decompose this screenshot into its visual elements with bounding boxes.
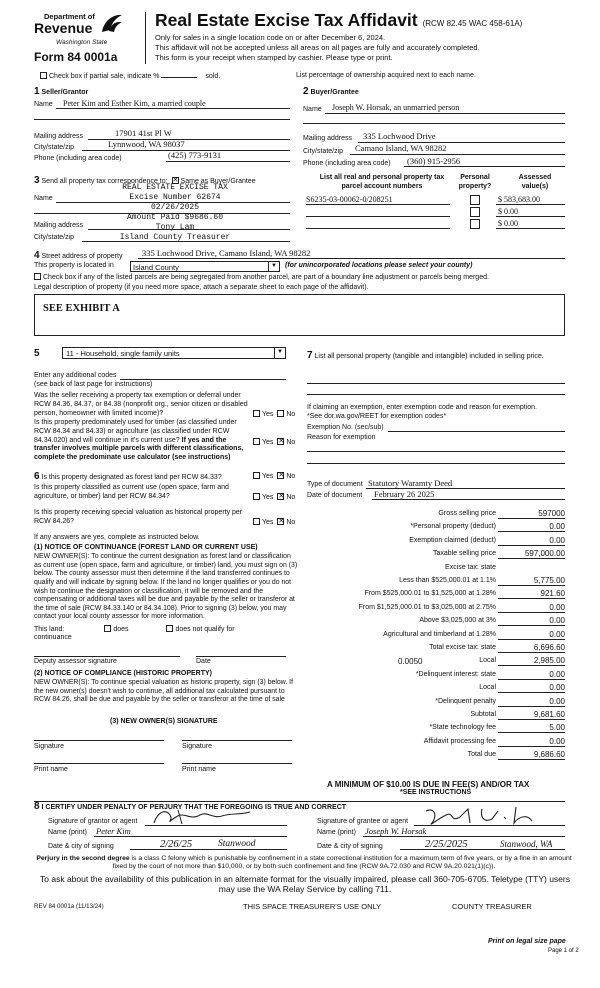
seller-city-value[interactable]: Lynnwood, WA 98037 — [108, 139, 185, 149]
seller-name-value[interactable]: Peter Kim and Esther Kim, a married couple — [63, 99, 206, 108]
calc-value[interactable]: 0.00 — [549, 670, 565, 679]
logo-state-text: Washington State — [56, 39, 108, 46]
grantor-date-label: Date & city of signing — [48, 843, 114, 850]
current-use-no-checkbox[interactable] — [277, 493, 284, 500]
owner-signature-label-2: Signature — [182, 743, 212, 750]
section5-q1: Was the seller receiving a property tax exemption or deferral under RCW 84.36, 84.37, or 84.38 (nonprofit org., senior citizen or disabled person, homeowner with limited income)? — [34, 392, 248, 417]
section5-q2-answer: Yes ✕ No — [253, 438, 295, 448]
form-title — [155, 10, 522, 32]
assessed-value-field[interactable]: $ 583,683.00 — [498, 195, 540, 204]
calc-value[interactable]: 5.00 — [549, 723, 565, 732]
q2-yes-checkbox[interactable] — [253, 438, 260, 445]
parcel-number-field[interactable]: S6235-03-00062-0/208251 — [306, 195, 393, 204]
section3-mailing-label: Mailing address — [34, 222, 84, 229]
calc-label: Exemption claimed (deduct) — [409, 537, 496, 544]
section4-street: 4 Street address of property — [34, 250, 123, 261]
calc-value[interactable]: 597,000.00 — [524, 549, 565, 558]
calc-label: Subtotal — [470, 711, 496, 718]
if-yes-text: If any answers are yes, complete as instructed below. — [34, 534, 200, 541]
calc-value[interactable]: 9,686.60 — [533, 750, 565, 759]
logo-revenue-text: Revenue — [34, 20, 93, 36]
doc-type-label: Type of document — [307, 481, 363, 488]
section6-q1-answer: Yes ✕ No — [253, 472, 295, 482]
grantee-name-value[interactable]: Joseph W. Horsak — [365, 826, 427, 836]
calc-label: From $525,000.01 to $1,525,000 at 1.28% — [364, 590, 496, 597]
calc-value[interactable]: 0.00 — [549, 697, 565, 706]
section5-num: 5 — [34, 348, 40, 359]
doc-type-value[interactable]: Statutory Waramty Deed — [368, 478, 453, 488]
logo-dept-text: Department of — [44, 12, 95, 21]
legal-size-note: Print on legal size pape — [488, 938, 566, 945]
section6-q2: Is this property classified as current use (open space, farm and agriculture, or timber) land per RCW 84.34? — [34, 484, 229, 500]
header-line-2: This affidavit will not be accepted unless all areas on all pages are fully and accurately completed. — [155, 43, 480, 52]
grantee-city-value[interactable]: Stanwood, WA — [500, 839, 553, 849]
calc-value[interactable]: 0.00 — [549, 536, 565, 545]
legal-label: Legal description of property (if you need more space, attach a separate sheet to each page of the affidavit). — [34, 284, 369, 291]
owner-print-label-2: Print name — [182, 766, 216, 773]
calc-label: Local — [479, 657, 496, 664]
additional-codes-label: Enter any additional codes — [34, 372, 117, 379]
calc-label: Taxable selling price — [432, 550, 496, 557]
ownership-note: List percentage of ownership acquired next to each name. — [296, 72, 476, 79]
partial-sale: Check box if partial sale, indicate % sold. — [40, 72, 220, 82]
grantee-date-value[interactable]: 2/25/2025 — [425, 839, 468, 850]
buyer-city-label: City/state/zip — [303, 148, 344, 155]
treasurer-use: THIS SPACE TREASURER'S USE ONLY — [243, 902, 382, 911]
county-select[interactable]: Island County ▼ — [130, 261, 280, 272]
partial-sale-checkbox[interactable] — [40, 72, 47, 79]
calc-label: Gross selling price — [438, 510, 496, 517]
forest-no-checkbox[interactable] — [277, 472, 284, 479]
section3-name-label: Name — [34, 195, 53, 202]
parcel-col-header: List all real and personal property tax parcel account numbers — [319, 174, 445, 190]
land-does-checkbox[interactable] — [104, 625, 111, 632]
doc-date-value[interactable]: February 26 2025 — [374, 489, 435, 499]
calc-label: Local — [479, 684, 496, 691]
rcw-text: (RCW 82.45 WAC 458-61A) — [422, 19, 523, 28]
page-number: Page 1 of 2 — [548, 948, 579, 954]
header-line-1: Only for sales in a single location code on or after December 6, 2024. — [155, 33, 386, 42]
grantee-signature-label: Signature of grantee or agent — [317, 818, 409, 825]
owner-signature-label-1: Signature — [34, 743, 64, 750]
section5-q1-answer: Yes No — [253, 410, 295, 420]
header-divider — [145, 12, 146, 64]
calc-value[interactable]: 0.00 — [549, 630, 565, 639]
calc-value[interactable]: 9,681.60 — [533, 710, 565, 719]
buyer-heading: 2 Buyer/Grantee — [303, 86, 359, 97]
calc-label: Excise tax: state — [445, 564, 496, 571]
buyer-phone-label: Phone (including area code) — [303, 160, 391, 167]
legal-description-box[interactable] — [34, 294, 565, 336]
seller-city-label: City/state/zip — [34, 144, 75, 151]
dor-logo — [34, 12, 134, 54]
certify-text: 8 I CERTIFY UNDER PENALTY OF PERJURY THAT THE FOREGOING IS TRUE AND CORRECT — [34, 801, 347, 812]
notice1-text: NEW OWNER(S): To continue the current designation as forest land or classification as current use (open space, farm and agriculture, or timber) land, you must sign on (3) below. The county assessor must then determine if the land transferred continues to qualify and will indicate by signing below. If the land no longer qualifies or you do not wish to continue the designation or classification, it will be removed and the compensating or additional taxes will be due and payable by the seller or transferor at the time of sale (RCW 84.33.140 or 84.34.108). Prior to signing (3) below, you may contact your local county assessor for more information. — [34, 553, 298, 621]
current-use-yes-checkbox[interactable] — [253, 493, 260, 500]
historic-no-checkbox[interactable] — [277, 518, 284, 525]
grantee-signature[interactable] — [420, 805, 540, 827]
local-rate: 0.0050 — [398, 657, 423, 666]
forest-yes-checkbox[interactable] — [253, 472, 260, 479]
grantor-city-value[interactable]: Stanwood — [218, 839, 256, 849]
buyer-name-label: Name — [303, 106, 322, 113]
buyer-mailing-label: Mailing address — [303, 135, 353, 142]
treasurer-stamp: REAL ESTATE EXCISE TAX Excise Number 62674 02/26/2025 Amount Paid $9686.60 Tony Lam Island County Treasurer — [119, 183, 231, 242]
rev-number: REV 84 0001a (11/13/24) — [34, 903, 104, 910]
calc-value[interactable]: 0.00 — [549, 603, 565, 612]
calc-label: From $1,525,000.01 to $3,025,000 at 2.75% — [358, 604, 496, 611]
calc-label: *Personal property (deduct) — [410, 523, 496, 530]
grantor-name-value[interactable]: Peter Kim — [96, 826, 131, 836]
section6-q2-answer: Yes ✕ No — [253, 493, 295, 503]
calc-value[interactable]: 0.00 — [549, 522, 565, 531]
see-back-label: (see back of last page for instructions) — [34, 381, 153, 388]
calc-value[interactable]: 2,985.00 — [533, 656, 565, 665]
calc-label: Agricultural and timberland at 1.28% — [383, 631, 496, 638]
calc-value[interactable]: 921.60 — [540, 589, 565, 598]
section6-q3-answer: Yes ✕ No — [253, 518, 295, 528]
county-note: (for unincorporated locations please select your county) — [285, 262, 473, 269]
legal-description-text: SEE EXHIBIT A — [43, 303, 120, 314]
grantor-date-value[interactable]: 2/26/25 — [160, 839, 193, 850]
section6-q1: 6 Is this property designated as forest land per RCW 84.33? — [34, 471, 222, 482]
exemption-no-label: Exemption No. (sec/sub) — [307, 424, 384, 431]
segregated-row: Check box if any of the listed parcels are being segregated from another parcel, are part of a boundary line adjustment or parcels being merged. — [34, 273, 489, 283]
calc-label: Total excise tax: state — [429, 644, 496, 651]
reason-label: Reason for exemption — [307, 434, 376, 441]
personal-property-checkbox[interactable] — [470, 219, 480, 229]
personal-property-checkbox[interactable] — [470, 195, 480, 205]
section7-text: 7 List all personal property (tangible and intangible) included in selling price. — [307, 350, 544, 361]
form-number: Form 84 0001a — [34, 50, 118, 64]
buyer-city-value[interactable]: Camano Island, WA 98282 — [355, 143, 447, 153]
calc-value[interactable]: 0.00 — [549, 616, 565, 625]
alt-format-note: To ask about the availability of this publication in an alternate format for the visually impaired, please call 360-705-6705. Teletype (TTY) users may use the WA Relay Service by calling 711. — [40, 874, 570, 895]
section5-q2: Is this property predominately used for timber (as classified under RCW 84.34 and 84.33) or agriculture (as classified under RCW 84.34.020) and will continue in it's current use? If yes and the transfer involves multiple parcels with different classifications, complete the predominate use calculator (see instructions) — [34, 419, 244, 461]
calc-label: *Delinquent penalty — [435, 698, 496, 705]
street-address-value[interactable]: 335 Lochwood Drive, Camano Island, WA 98282 — [142, 248, 311, 258]
located-in-label: This property is located in — [34, 262, 114, 269]
this-land-row: This land: does does not qualify for — [34, 626, 235, 633]
owner-print-label-1: Print name — [34, 766, 68, 773]
seller-heading: 1 Seller/Grantor — [34, 86, 89, 97]
continuance-label: continuance — [34, 634, 72, 641]
grantee-date-label: Date & city of signing — [317, 843, 383, 850]
calc-label: Less than $525,000.01 at 1.1% — [399, 577, 496, 584]
land-does-not-checkbox[interactable] — [166, 625, 173, 632]
notice1-title: (1) NOTICE OF CONTINUANCE (FOREST LAND OR CURRENT USE) — [34, 544, 258, 551]
calc-value[interactable]: 0.00 — [549, 737, 565, 746]
deputy-signature-label: Deputy assessor signature — [34, 658, 117, 665]
buyer-mailing-value[interactable]: 335 Lochwood Drive — [363, 131, 436, 141]
notice2-title: (2) NOTICE OF COMPLIANCE (HISTORIC PROPERTY) — [34, 670, 212, 677]
header-line-3: This form is your receipt when stamped by cashier. Please type or print. — [155, 53, 393, 62]
buyer-phone-value[interactable]: (360) 915-2956 — [407, 156, 461, 166]
assessed-col-header: Assessed value(s) — [518, 174, 552, 190]
exemption-text: If claiming an exemption, enter exemption code and reason for exemption. *See dor.wa.gov/REET for exemption codes* — [307, 404, 537, 420]
calc-value[interactable]: 6,696.60 — [533, 643, 565, 652]
deputy-date-label: Date — [196, 658, 211, 665]
buyer-name-value[interactable]: Joseph W. Horsak, an unmarried person — [332, 103, 460, 112]
assessed-value-field[interactable]: $ 0.00 — [498, 219, 518, 228]
segregated-checkbox[interactable] — [34, 273, 41, 280]
grantor-name-label: Name (print) — [48, 829, 87, 836]
section6-q3: Is this property receiving special valuation as historical property per RCW 84.26? — [34, 509, 243, 525]
calc-value[interactable]: 0.00 — [549, 683, 565, 692]
minimum-note: A MINIMUM OF $10.00 IS DUE IN FEE(S) AND/OR TAX — [327, 780, 530, 789]
calc-label: Total due — [467, 751, 496, 758]
assessed-value-field[interactable]: $ 0.00 — [498, 207, 518, 216]
perjury-note: Perjury in the second degree is a class C felony which is punishable by confinement in a state correctional institution for a maximum term of five years, or by a fine in an amount fixed by the court of not more than $10,000, or by both such confinement and fine (RCW 9A.72.030 and RCW 9A.20.021(1)(c)). — [36, 855, 572, 871]
title-text: Real Estate Excise Tax Affidavit — [155, 10, 418, 30]
seller-mailing-label: Mailing address — [34, 133, 84, 140]
grantee-name-label: Name (print) — [317, 829, 356, 836]
grantor-signature[interactable] — [150, 807, 260, 827]
county-treasurer-label: COUNTY TREASURER — [452, 902, 532, 911]
calc-label: *Delinquent interest: state — [415, 671, 496, 678]
calc-label: Affidavit processing fee — [423, 738, 496, 745]
calc-value[interactable]: 5,775.00 — [533, 576, 565, 585]
calc-label: Above $3,025,000 at 3% — [419, 617, 496, 624]
seller-mailing-value[interactable]: 17901 41st Pl W — [115, 128, 172, 138]
seller-phone-value[interactable]: (425) 773-9131 — [168, 150, 222, 160]
notice2-text: NEW OWNER(S): To continue special valuation as historic property, sign (3) below. If the new owner(s) doesn't wish to continue, all additional tax calculated pursuant to RCW 84.26, shall be due and payable by the seller or transferor at the time of sale — [34, 679, 294, 704]
section3-heading: 3 Send all property tax correspondence to: ✕ Same as Buyer/Grantee — [34, 175, 256, 188]
section3-city-label: City/state/zip — [34, 234, 75, 241]
calc-label: *State technology fee — [429, 724, 496, 731]
personal-col-header: Personal property? — [458, 174, 492, 190]
notice3-title: (3) NEW OWNER(S) SIGNATURE — [110, 718, 218, 725]
historic-yes-checkbox[interactable] — [253, 518, 260, 525]
seller-phone-label: Phone (including area code) — [34, 155, 122, 162]
grantor-signature-label: Signature of grantor or agent — [48, 818, 138, 825]
q1-no-checkbox[interactable] — [277, 410, 284, 417]
logo-swoosh-icon — [100, 12, 124, 36]
chevron-down-icon: ▼ — [268, 262, 279, 271]
q2-no-checkbox[interactable] — [277, 438, 284, 445]
doc-date-label: Date of document — [307, 492, 363, 499]
personal-property-checkbox[interactable] — [470, 207, 480, 217]
seller-name-label: Name — [34, 101, 53, 108]
calc-value[interactable]: 597000 — [538, 509, 565, 518]
land-use-select[interactable]: 11 - Household, single family units ▼ — [62, 347, 286, 359]
chevron-down-icon: ▼ — [274, 348, 285, 358]
q1-yes-checkbox[interactable] — [253, 410, 260, 417]
see-instructions: *SEE INSTRUCTIONS — [400, 789, 472, 796]
